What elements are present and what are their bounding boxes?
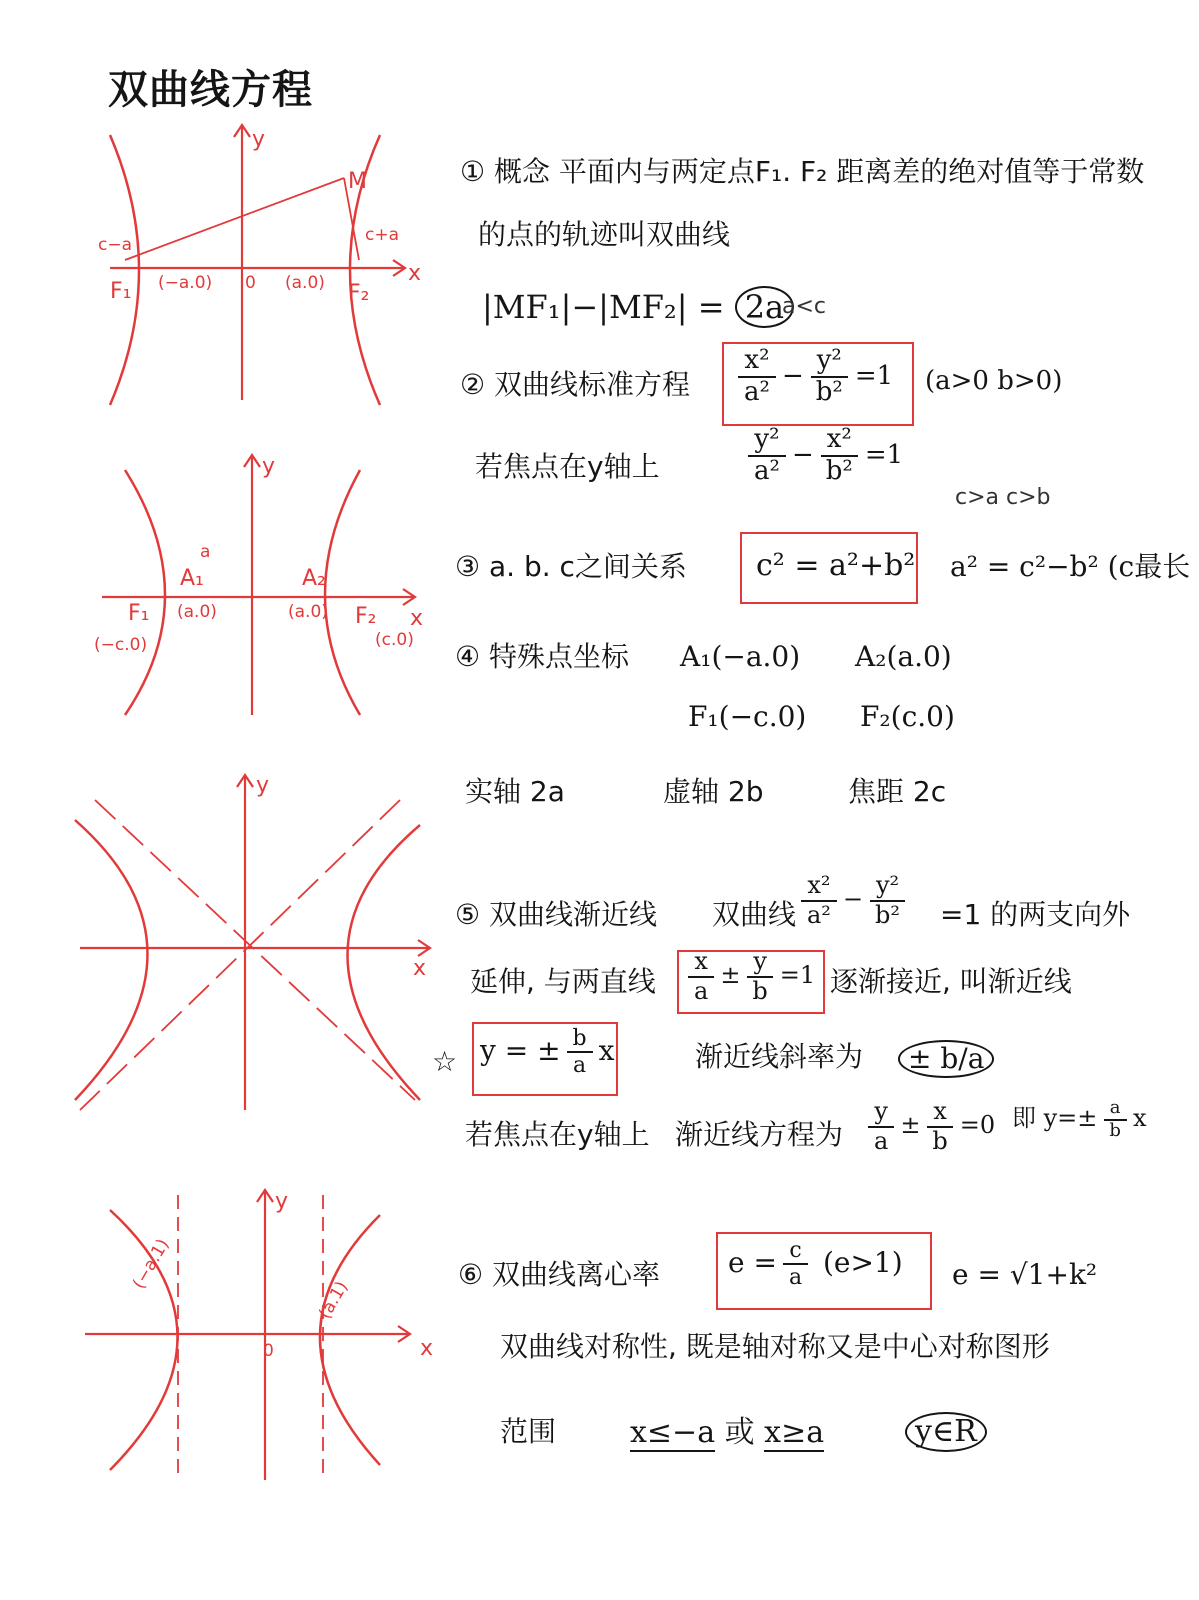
point-a2: A₂(a.0) <box>855 640 952 673</box>
eccentricity-formula <box>728 1238 903 1291</box>
fy-tail: =0 <box>959 1111 996 1140</box>
star-mark: ☆ <box>432 1045 458 1078</box>
concept-line-1: ① 概念 平面内与两定点F₁. F₂ 距离差的绝对值等于常数 <box>460 155 1145 188</box>
definition-formula-text: |MF₁|−|MF₂| = <box>482 288 725 326</box>
definition-formula-circled: 2a <box>735 286 794 328</box>
point-f1: F₁(−c.0) <box>688 700 807 733</box>
graph4-left-vertex: (−a.1) <box>129 1235 174 1293</box>
graph1-neg-a-label: (−a.0) <box>158 273 213 293</box>
fy-ji: 即 y=± <box>1012 1104 1098 1133</box>
concept-line-2: 的点的轨迹叫双曲线 <box>478 218 731 251</box>
graph2-x-label: x <box>410 606 424 631</box>
as-n2: y² <box>870 872 905 902</box>
eq-x2: x² <box>738 346 775 378</box>
al-n1: x <box>688 948 714 978</box>
special-points-label: ④ 特殊点坐标 <box>455 640 630 673</box>
slope-value-circled: ± b/a <box>898 1040 994 1078</box>
al-tail: =1 <box>779 961 816 990</box>
y-axis-equation: $\frac{\text{y²}}{\text{a²}}$ − $\frac{\text{x²}}{\text{b²}}$ =1 <box>742 425 903 487</box>
asymptote-line2-tail: 逐渐接近, 叫渐近线 <box>830 965 1072 998</box>
graph2-f1-coord: (−c.0) <box>94 635 148 655</box>
graph4-y-label: y <box>275 1189 289 1214</box>
af-d: a <box>573 1053 587 1079</box>
as-n1: x² <box>801 872 836 902</box>
al-n2: y <box>747 948 773 978</box>
real-axis: 实轴 2a <box>465 775 565 808</box>
range-values <box>630 1415 824 1451</box>
graph2-a2-label: A₂ <box>302 566 326 591</box>
asymptote-equation: $\frac{\text{x²}}{\text{a²}}$ − $\frac{\text{y²}}{\text{b²}}$ <box>795 872 912 929</box>
ecc-d: a <box>788 1265 803 1291</box>
standard-equation-condition: (a>0 b>0) <box>925 366 1063 396</box>
graph2-f1-label: F₁ <box>128 601 150 626</box>
graph2-f2-label: F₂ <box>355 604 377 629</box>
fy-n2: x <box>927 1098 953 1128</box>
graph3-y-label: y <box>256 773 270 798</box>
eq-b2: b² <box>815 376 843 407</box>
range-x-right: x≥a <box>764 1415 825 1450</box>
definition-formula <box>482 286 794 328</box>
af-x: x <box>598 1033 615 1067</box>
range-y-circled: y∈R <box>905 1412 987 1452</box>
al-d1: a <box>694 976 709 1005</box>
as-d1: a² <box>807 900 831 929</box>
ecc-n: c <box>783 1238 807 1265</box>
imaginary-axis: 虚轴 2b <box>663 775 764 808</box>
point-f2: F₂(c.0) <box>860 700 955 733</box>
y-focus-solved <box>1012 1098 1146 1141</box>
eq-a2: a² <box>744 376 770 407</box>
graph1-pos-a-label: (a.0) <box>285 273 325 293</box>
fy-d1: a <box>874 1126 889 1155</box>
graph1-c-plus-a-label: c+a <box>365 225 400 245</box>
eccentricity-slope-form: e = √1+k² <box>952 1258 1098 1291</box>
asymptote-line1-pre: 双曲线 <box>712 898 797 931</box>
y-focus-eq-label: 渐近线方程为 <box>675 1118 844 1151</box>
graph3-x-label: x <box>413 956 427 981</box>
graph-hyperbola-asymptotes <box>70 770 440 1120</box>
asymptote-formula <box>480 1026 614 1079</box>
symmetry-note: 双曲线对称性, 既是轴对称又是中心对称图形 <box>500 1330 1050 1363</box>
fy-d3: b <box>1109 1119 1121 1141</box>
graph2-a2-coord: (a.0) <box>288 602 328 622</box>
eq-tail: =1 <box>854 360 894 391</box>
definition-note: a<c <box>782 294 827 319</box>
range-x-left: x≤−a <box>630 1415 716 1450</box>
graph4-right-vertex: (a.1) <box>315 1277 353 1323</box>
asymptote-line1-tail: =1 的两支向外 <box>940 898 1131 931</box>
fy-n3: a <box>1104 1098 1127 1121</box>
graph1-f1-label: F₁ <box>110 279 132 304</box>
graph2-note: a <box>200 542 211 562</box>
abc-relation-tail: a² = c²−b² (c最长 <box>950 550 1191 583</box>
graph1-f2-label: F₂ <box>348 281 370 306</box>
ecc-pre: e = <box>728 1245 777 1279</box>
graph4-x-label: x <box>420 1336 434 1361</box>
point-a1: A₁(−a.0) <box>680 640 801 673</box>
graph-hyperbola-vertices <box>80 445 430 725</box>
y-axis-focus-label: 若焦点在y轴上 <box>475 450 660 483</box>
graph2-a1-coord: (a.0) <box>177 602 217 622</box>
fy-d2: b <box>932 1126 948 1155</box>
ecc-cond: (e>1) <box>822 1245 903 1279</box>
fy-x: x <box>1132 1104 1147 1133</box>
abc-relation-label: ③ a. b. c之间关系 <box>455 550 687 583</box>
cab-note: c>a c>b <box>955 485 1051 510</box>
asymptote-label: ⑤ 双曲线渐近线 <box>455 898 658 931</box>
eccentricity-label: ⑥ 双曲线离心率 <box>458 1258 661 1291</box>
graph4-origin-label: 0 <box>263 1341 274 1361</box>
standard-equation-label: ② 双曲线标准方程 <box>460 368 691 401</box>
y-eq-tail: =1 <box>864 439 904 470</box>
graph1-m-label: M <box>348 169 367 194</box>
fy-n1: y <box>868 1098 894 1128</box>
graph2-y-label: y <box>262 454 276 479</box>
as-d2: b² <box>875 900 901 929</box>
graph1-x-label: x <box>408 261 422 286</box>
asymptote-lines: $\frac{x}{a}$ ± $\frac{y}{b}$ =1 <box>682 948 815 1005</box>
graph1-origin-label: 0 <box>245 273 256 293</box>
af-y: y = ± <box>480 1033 561 1067</box>
range-y <box>905 1412 987 1452</box>
y-eq-n2: x² <box>821 425 858 457</box>
y-eq-d1: a² <box>754 455 780 486</box>
y-focus-asymptote-label: 若焦点在y轴上 <box>465 1118 650 1151</box>
y-eq-d2: b² <box>825 455 853 486</box>
eq-y2: y² <box>811 346 848 378</box>
y-eq-n1: y² <box>748 425 785 457</box>
standard-equation: $\frac{\text{x²}}{\text{a²}}$ − $\frac{\text{y²}}{\text{b²}}$ =1 <box>732 346 893 408</box>
range-or: 或 <box>724 1415 755 1450</box>
y-focus-equation: $\frac{y}{a}$ ± $\frac{x}{b}$ =0 <box>862 1098 995 1155</box>
al-d2: b <box>752 976 768 1005</box>
asymptote-line2-pre: 延伸, 与两直线 <box>470 965 656 998</box>
focal-distance: 焦距 2c <box>848 775 947 808</box>
abc-relation-boxed: c² = a²+b² <box>756 548 916 583</box>
graph-hyperbola-definition <box>80 120 430 420</box>
graph2-f2-coord: (c.0) <box>375 630 414 650</box>
graph-hyperbola-range <box>80 1180 450 1490</box>
graph1-y-label: y <box>252 127 266 152</box>
slope-value <box>898 1040 994 1078</box>
slope-label: 渐近线斜率为 <box>695 1040 864 1073</box>
graph2-a1-label: A₁ <box>180 566 204 591</box>
graph1-c-minus-a-label: c−a <box>98 235 133 255</box>
af-n: b <box>567 1026 593 1053</box>
page-title: 双曲线方程 <box>108 67 313 113</box>
range-label: 范围 <box>500 1415 557 1448</box>
